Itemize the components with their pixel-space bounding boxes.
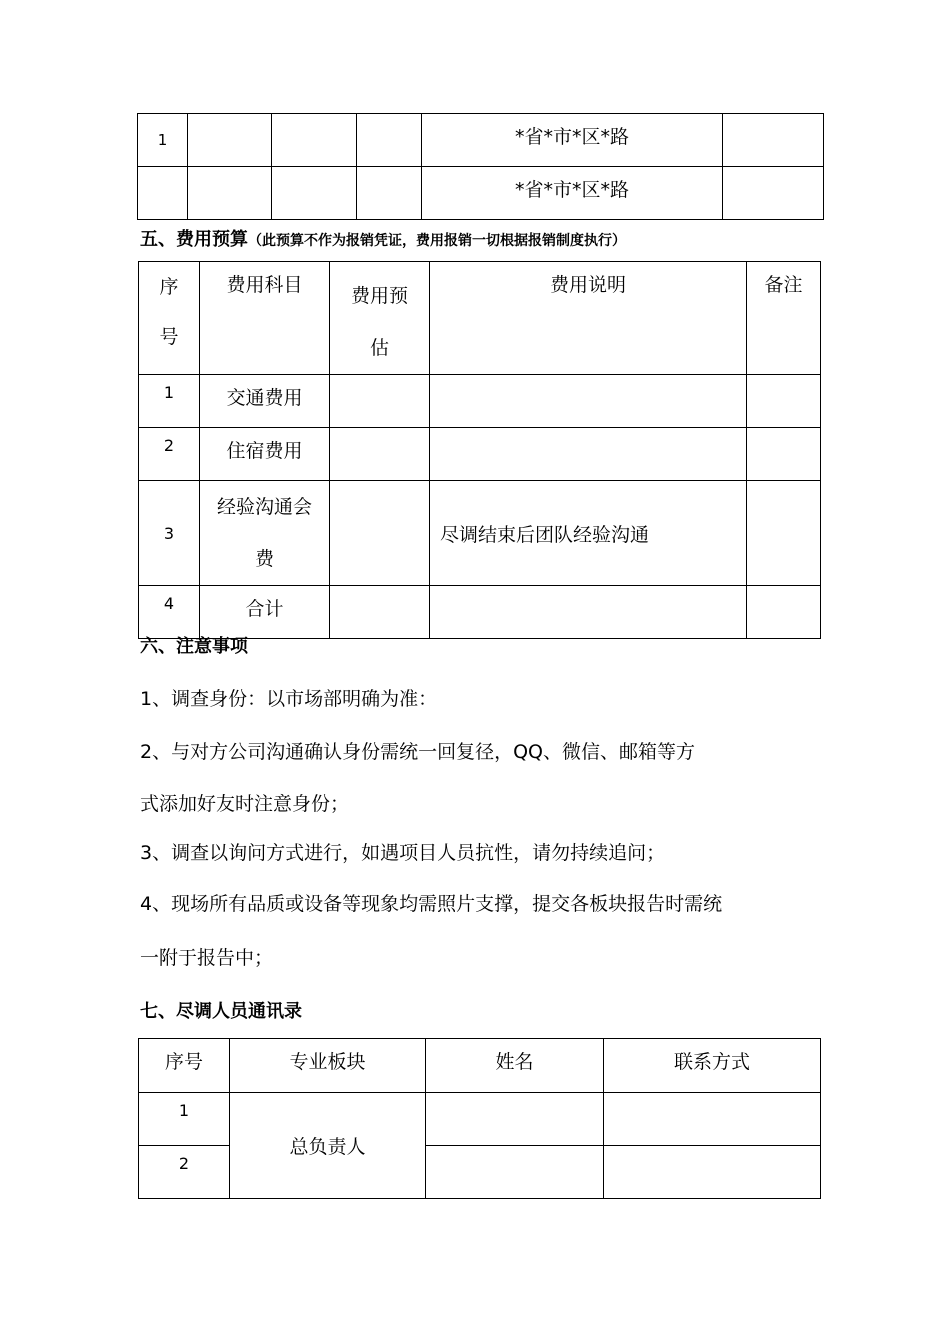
notice-item-3: 3、调查以询问方式进行，如遇项目人员抗性，请勿持续追问； bbox=[140, 842, 666, 864]
notice-item-4-continued: 一附于报告中； bbox=[140, 947, 274, 969]
section5-note: （此预算不作为报销凭证，费用报销一切根据报销制度执行） bbox=[248, 233, 626, 249]
budget-row-description bbox=[430, 428, 747, 481]
budget-row-subject: 合计 bbox=[200, 586, 330, 639]
contact-row-contact bbox=[604, 1146, 821, 1199]
budget-row-description bbox=[430, 375, 747, 428]
address-row-2-cell bbox=[723, 167, 824, 220]
address-row-1-cell bbox=[723, 114, 824, 167]
budget-row-estimate bbox=[330, 481, 430, 586]
address-row-1-cell bbox=[357, 114, 422, 167]
contact-row-contact bbox=[604, 1093, 821, 1146]
address-row-1-address: *省*市*区*路 bbox=[422, 114, 723, 167]
budget-row-estimate bbox=[330, 428, 430, 481]
address-row-2-cell bbox=[272, 167, 357, 220]
budget-table bbox=[138, 261, 821, 639]
notice-item-1: 1、调查身份：以市场部明确为准： bbox=[140, 688, 438, 710]
budget-row-subject: 住宿费用 bbox=[200, 428, 330, 481]
budget-row-subject: 交通费用 bbox=[200, 375, 330, 428]
contact-header-contact: 联系方式 bbox=[604, 1039, 821, 1093]
contact-row-no: 1 bbox=[139, 1093, 230, 1146]
budget-row-estimate bbox=[330, 586, 430, 639]
budget-row-no: 2 bbox=[139, 428, 200, 481]
budget-header-remark: 备注 bbox=[747, 262, 821, 375]
address-row-2-cell bbox=[188, 167, 272, 220]
contact-header-name: 姓名 bbox=[426, 1039, 604, 1093]
budget-row-description: 尽调结束后团队经验沟通 bbox=[430, 481, 747, 586]
section5-title: 五、费用预算（此预算不作为报销凭证，费用报销一切根据报销制度执行） bbox=[140, 229, 626, 250]
address-row-2-no bbox=[138, 167, 188, 220]
address-row-1-cell bbox=[272, 114, 357, 167]
notice-item-4: 4、现场所有品质或设备等现象均需照片支撑，提交各板块报告时需统 bbox=[140, 893, 723, 915]
budget-row-remark bbox=[747, 375, 821, 428]
contact-row-no: 2 bbox=[139, 1146, 230, 1199]
address-table bbox=[137, 113, 824, 220]
contact-row-name bbox=[426, 1093, 604, 1146]
budget-row-remark bbox=[747, 586, 821, 639]
contact-table bbox=[138, 1038, 821, 1199]
address-row-2-address: *省*市*区*路 bbox=[422, 167, 723, 220]
budget-header-no: 序 号 bbox=[139, 262, 200, 375]
contact-module-cell: 总负责人 bbox=[230, 1093, 426, 1199]
address-row-1-no: 1 bbox=[138, 114, 188, 167]
notice-item-2-continued: 式添加好友时注意身份； bbox=[140, 793, 350, 815]
contact-header-no: 序号 bbox=[139, 1039, 230, 1093]
contact-row-name bbox=[426, 1146, 604, 1199]
section6-title: 六、注意事项 bbox=[140, 636, 248, 657]
budget-row-no: 4 bbox=[139, 586, 200, 639]
address-row-1-cell bbox=[188, 114, 272, 167]
budget-row-no: 1 bbox=[139, 375, 200, 428]
budget-header-description: 费用说明 bbox=[430, 262, 747, 375]
budget-header-estimate: 费用预 估 bbox=[330, 262, 430, 375]
section7-title: 七、尽调人员通讯录 bbox=[140, 1001, 302, 1022]
budget-row-description bbox=[430, 586, 747, 639]
budget-row-no: 3 bbox=[139, 481, 200, 586]
budget-row-remark bbox=[747, 481, 821, 586]
budget-header-subject: 费用科目 bbox=[200, 262, 330, 375]
budget-row-subject: 经验沟通会 费 bbox=[200, 481, 330, 586]
budget-row-estimate bbox=[330, 375, 430, 428]
contact-header-module: 专业板块 bbox=[230, 1039, 426, 1093]
budget-row-remark bbox=[747, 428, 821, 481]
address-row-2-cell bbox=[357, 167, 422, 220]
notice-item-2: 2、与对方公司沟通确认身份需统一回复径，QQ、微信、邮箱等方 bbox=[140, 741, 696, 763]
